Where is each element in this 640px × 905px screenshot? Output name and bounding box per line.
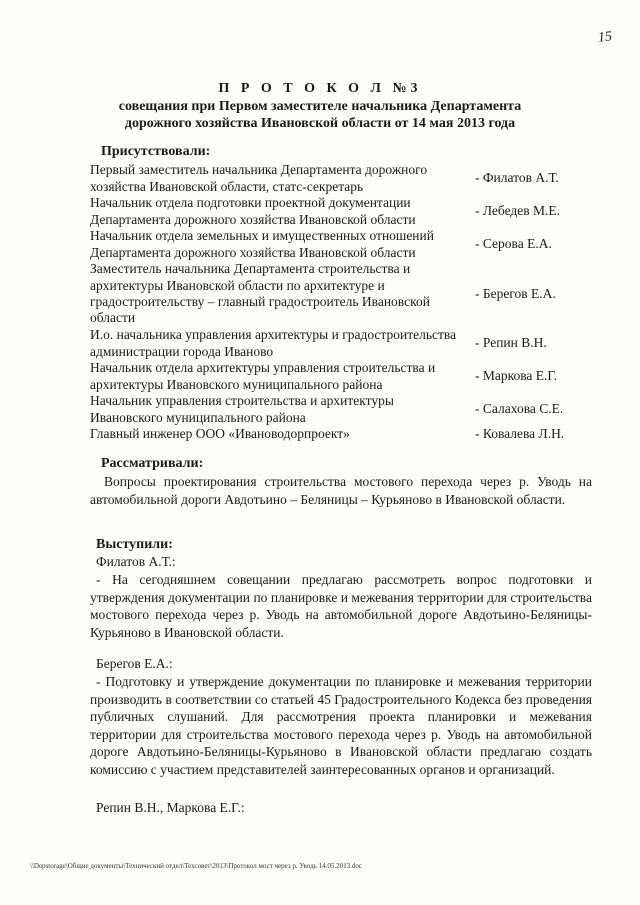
title-line-3: дорожного хозяйства Ивановской области от 14 мая 2013 года xyxy=(124,116,516,131)
attendee-role: Первый заместитель начальника Департамента дорожного хозяйства Ивановской области, статс-секретарь xyxy=(90,162,428,194)
page-number: 15 xyxy=(597,29,613,46)
speaker-1-name: Филатов А.Т.: xyxy=(96,554,176,569)
attendee-row xyxy=(90,228,580,261)
attendee-row xyxy=(90,426,580,443)
attendee-role: Начальник отдела земельных и имущественных отношений Департамента дорожного хозяйства Ивановской области xyxy=(90,228,434,260)
considered-heading: Рассматривали: xyxy=(101,456,204,471)
present-heading: Присутствовали: xyxy=(101,144,211,159)
title-line-2: совещания при Первом заместителе начальника Департамента xyxy=(118,99,522,114)
attendee-name: - Ковалева Л.Н. xyxy=(475,426,565,442)
attendee-row xyxy=(90,327,580,360)
attendee-role: Главный инженер ООО «Ивановодорпроект» xyxy=(90,426,350,442)
file-path-footer: \\Depstorage\Общие документы\Технический отдел\Техсовет\2013\Протокол мост через р. Уводь 14.05.2013.doc xyxy=(30,862,362,870)
attendee-role: Заместитель начальника Департамента строительства и архитектуры Ивановской области по архитектуре и градостроительству – главный градостроитель Ивановской области xyxy=(90,261,430,326)
speaker-2-name: Берегов Е.А.: xyxy=(96,656,173,671)
attendee-role: И.о. начальника управления архитектуры и градостроительства администрации города Иваново xyxy=(90,327,457,359)
attendee-role: Начальник управления строительства и архитектуры Ивановского муниципального района xyxy=(90,393,394,425)
considered-text: Вопросы проектирования строительства мостового перехода через р. Уводь на автомобильной дороги Авдотьино – Беляницы – Курьяново в Ивановской области. xyxy=(90,474,592,507)
attendee-role: Начальник отдела архитектуры управления строительства и архитектуры Ивановского муниципального района xyxy=(90,360,436,392)
attendee-role: Начальник отдела подготовки проектной документации Департамента дорожного хозяйства Ивановской области xyxy=(90,195,416,227)
speakers-heading: Выступили: xyxy=(96,537,173,552)
speaker-2-text: - Подготовку и утверждение документации по планировке и межевания территории производить в соответствии со статьей 45 Градостроительного Кодекса без проведения публичных слушаний. Для рассмотрения проекта планировки и межевания территории для строительства мостового перехода через р. Уводь на автомобильной дороге Авдотьино-Беляницы-Курьяново в Ивановской области предлагаю создать комиссию с участием представителей заинтересованных органов и организаций. xyxy=(90,674,592,777)
attendee-name: - Салахова С.Е. xyxy=(475,401,564,417)
attendee-row xyxy=(90,261,580,327)
attendees-list xyxy=(90,162,580,443)
document-title xyxy=(0,80,640,132)
attendee-row xyxy=(90,393,580,426)
attendee-row xyxy=(90,195,580,228)
speaker-1-text: - На сегодняшнем совещании предлагаю рассмотреть вопрос подготовки и утверждения документации по планировке и межевания территории для строительства мостового перехода через р. Уводь на автомобильной дороге Авдотьино-Беляницы-Курьяново в Ивановской области. xyxy=(90,572,592,640)
attendee-name: - Берегов Е.А. xyxy=(475,285,556,301)
attendee-name: - Филатов А.Т. xyxy=(475,170,559,186)
attendee-name: - Серова Е.А. xyxy=(475,236,552,252)
attendee-row xyxy=(90,360,580,393)
speaker-3-name: Репин В.Н., Маркова Е.Г.: xyxy=(96,800,245,815)
attendee-name: - Маркова Е.Г. xyxy=(475,368,558,384)
attendee-name: - Лебедев М.Е. xyxy=(475,203,561,219)
attendee-row xyxy=(90,162,580,195)
title-line-1: П Р О Т О К О Л №3 xyxy=(218,81,422,96)
attendee-name: - Репин В.Н. xyxy=(475,335,547,351)
